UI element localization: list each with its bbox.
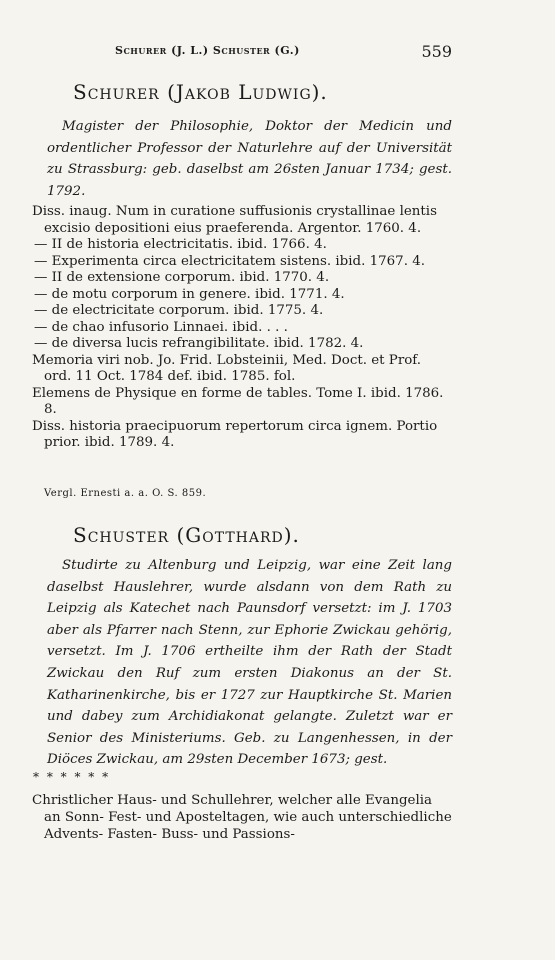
work-item: Memoria viri nob. Jo. Frid. Lobsteinii, Med. Doct. et Prof. ord. 11 Oct. 1784 def. ibid. 1785. fol. <box>32 352 422 384</box>
works-list-schuster <box>32 792 452 843</box>
entry-bio-schurer: Magister der Philosophie, Doktor der Medicin und ordentlicher Professor der Naturlehre auf der Universität zu Strassburg: geb. daselbst am 26sten Januar 1734; gest. 1792. <box>47 119 452 199</box>
work-item: Diss. inaug. Num in curatione suffusionis crystallinae lentis excisio depositioni eius praeferenda. Argentor. 1760. 4. <box>32 204 437 236</box>
running-head: Schurer (J. L.) Schuster (G.) <box>115 44 300 57</box>
work-item: — Experimenta circa electricitatem sistens. ibid. 1767. 4. <box>34 253 425 269</box>
work-item: — de electricitate corporum. ibid. 1775. 4. <box>34 303 324 318</box>
work-item: Elemens de Physique en forme de tables. Tome I. ibid. 1786. 8. <box>32 385 444 417</box>
page-number: 559 <box>421 42 452 61</box>
work-item: — de motu corporum in genere. ibid. 1771. 4. <box>34 286 345 302</box>
works-list-schurer <box>32 204 452 452</box>
reference-note: Vergl. Ernesti a. a. O. S. 859. <box>44 488 207 499</box>
work-item: — de chao infusorio Linnaei. ibid. . . . <box>34 319 288 335</box>
work-item: — II de historia electricitatis. ibid. 1766. 4. <box>34 237 327 252</box>
entry-bio-schuster: Studirte zu Altenburg und Leipzig, war eine Zeit lang daselbst Hauslehrer, wurde alsdann von dem Rath zu Leipzig als Katechet nach Paunsdorf versetzt: im J. 1703 aber als Pfarrer nach Stenn, zur Ephorie Zwickau gehörig, versetzt. Im J. 1706 ertheilte ihm der Rath der Stadt Zwickau den Ruf zum ersten Diakonus an der St. Katharinenkirche, bis er 1727 zur Hauptkirche St. Marien und dabey zum Archidiakonat gelangte. Zuletzt war er Senior des Ministeriums. Geb. zu Langenhessen, in der Diöces Zwickau, am 29sten December 1673; gest. <box>47 558 452 768</box>
work-item: Christlicher Haus- und Schullehrer, welcher alle Evangelia an Sonn- Fest- und Aposteltagen, wie auch unterschiedliche Advents- Fasten- Buss- und Passions- <box>32 793 452 842</box>
entry-heading-schurer: Schurer (Jakob Ludwig). <box>73 80 328 104</box>
dot-separator: * * * * * * <box>33 770 111 784</box>
work-item: — de diversa lucis refrangibilitate. ibid. 1782. 4. <box>34 336 364 351</box>
entry-heading-schuster: Schuster (Gotthard). <box>73 523 300 547</box>
work-item: — II de extensione corporum. ibid. 1770. 4. <box>34 270 330 285</box>
work-item: Diss. historia praecipuorum repertorum circa ignem. Portio prior. ibid. 1789. 4. <box>32 418 438 450</box>
